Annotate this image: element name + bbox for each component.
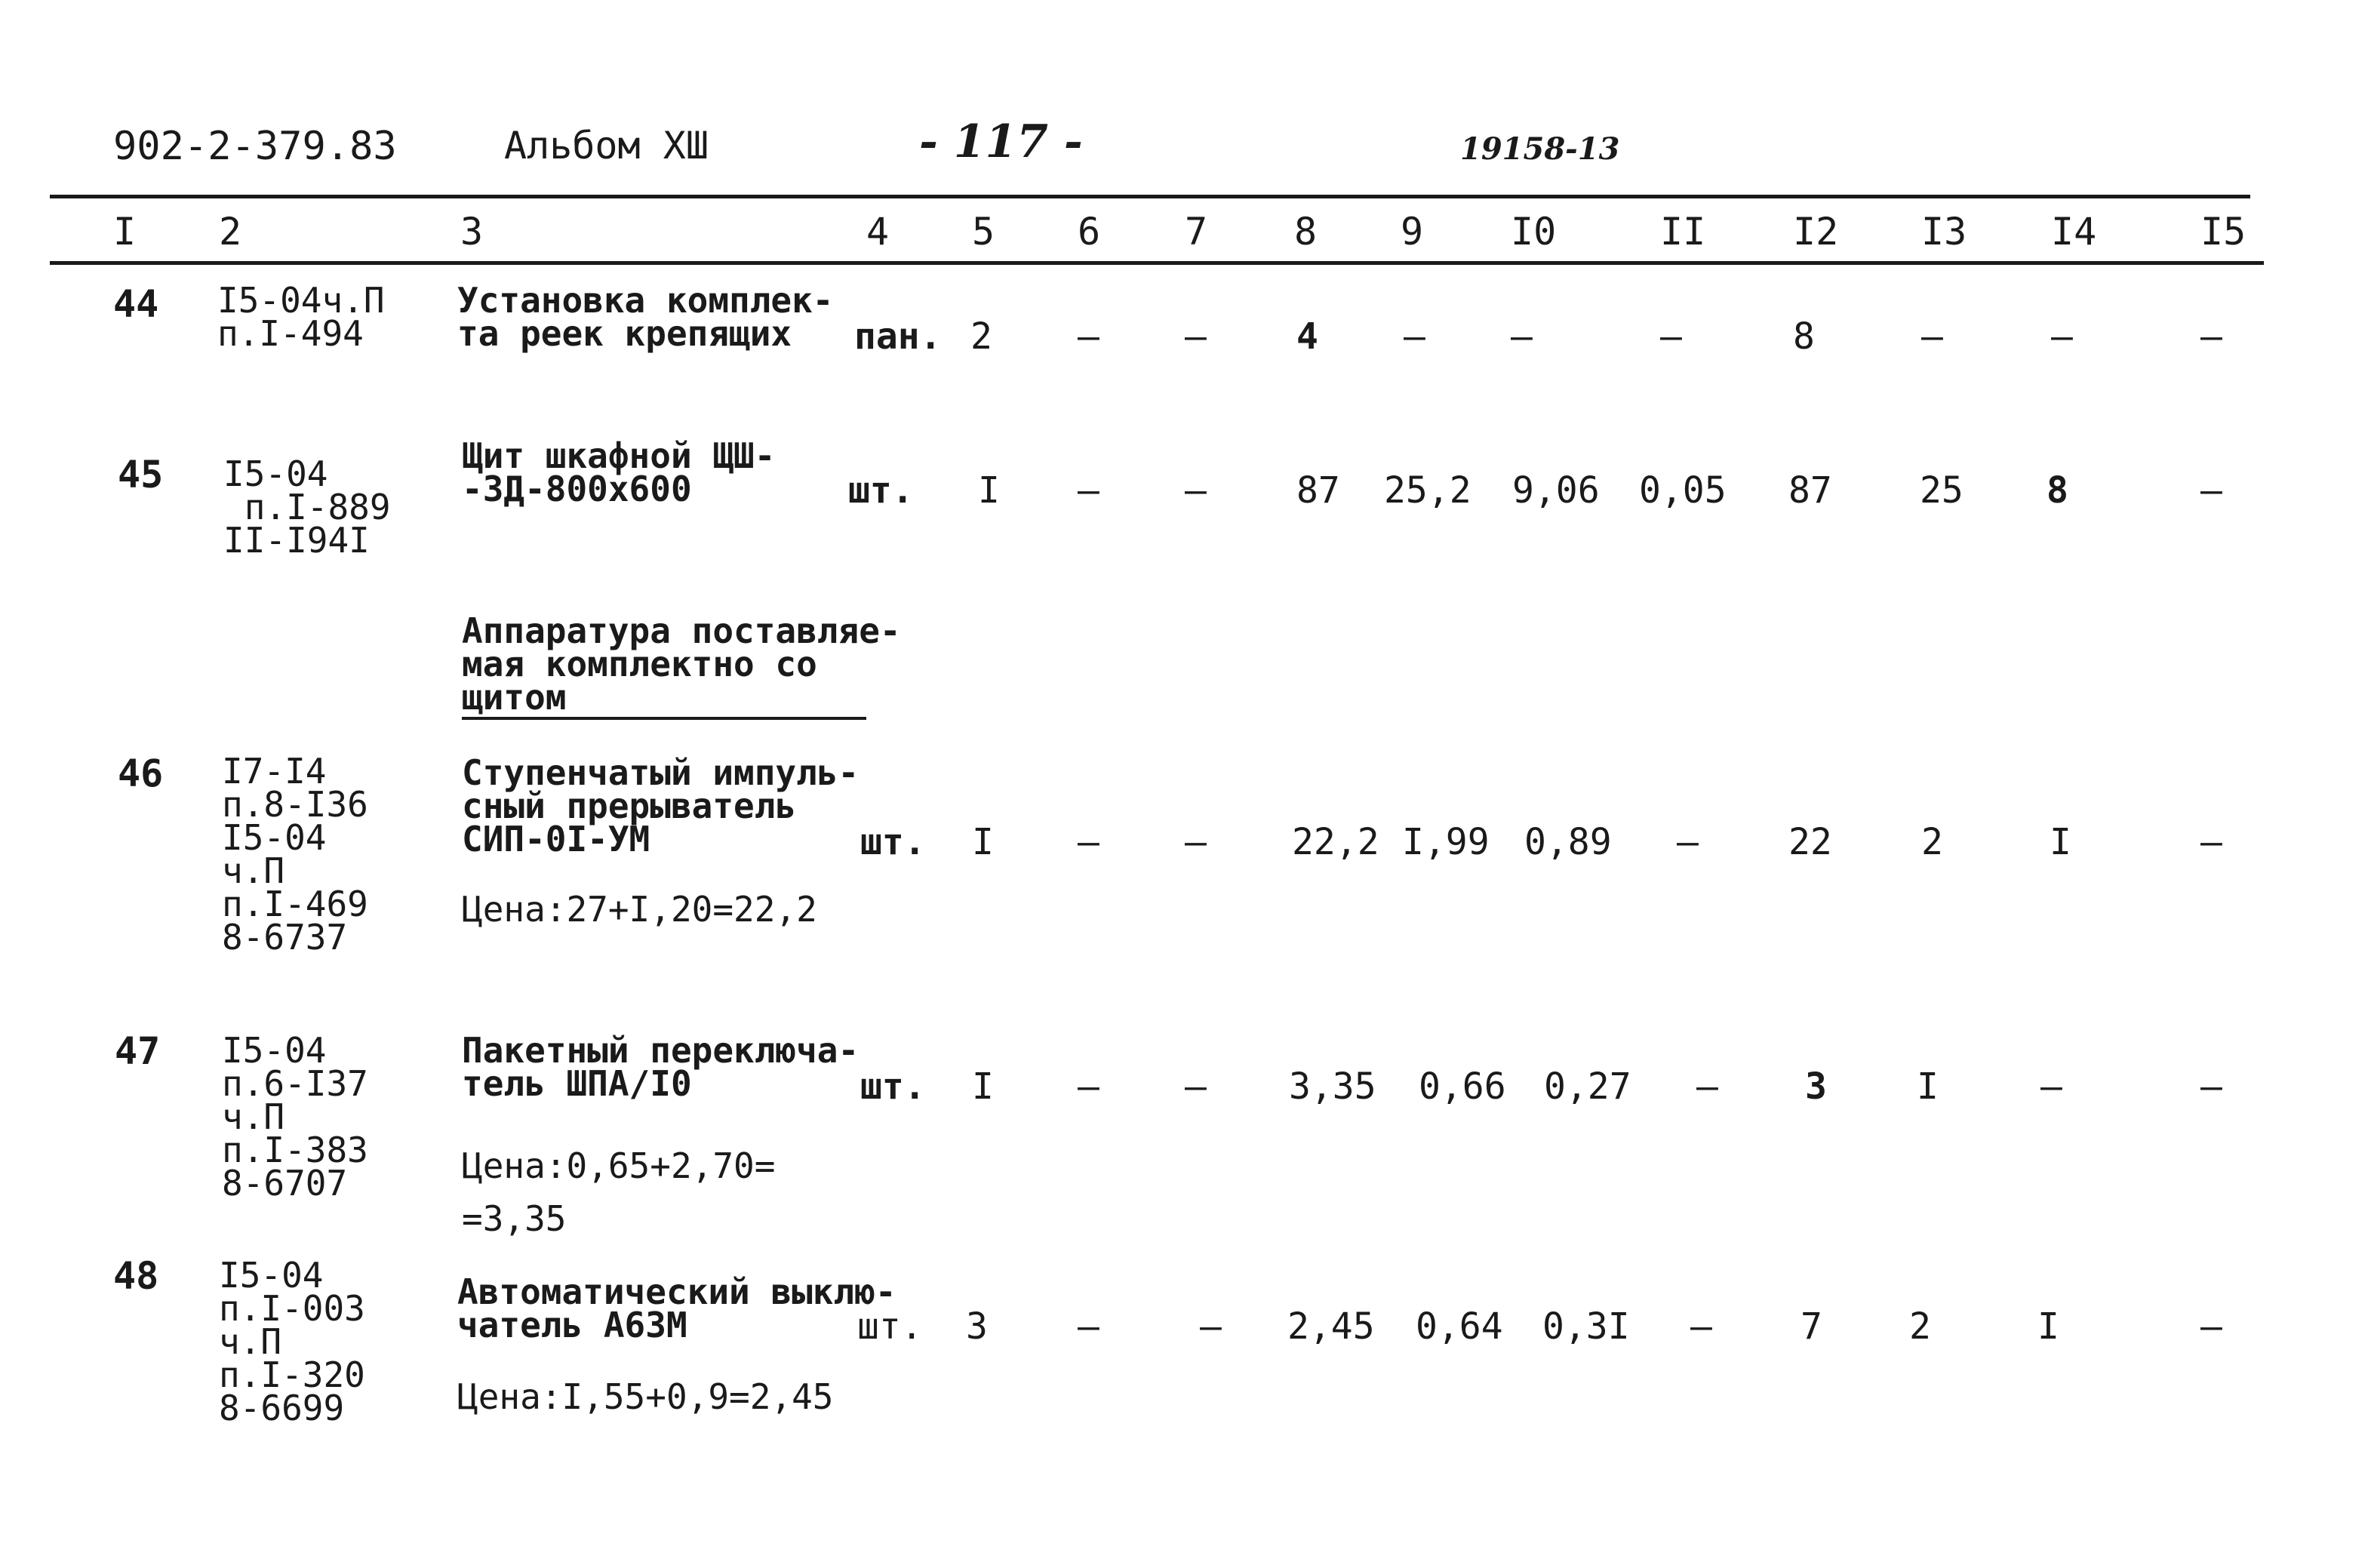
norm-reference: I5-04 п.I-889 II-I94I: [223, 453, 391, 561]
norm-reference: I7-I4 п.8-I36 I5-04 ч.П п.I-469 8-6737: [222, 751, 368, 958]
table-cell: –: [1677, 821, 1699, 863]
unit-cell: шт.: [848, 469, 914, 512]
price-note: Цена:27+I,20=22,2: [462, 889, 817, 930]
table-cell: –: [1078, 315, 1099, 358]
table-cell: 0,05: [1639, 469, 1727, 512]
row-number: 48: [113, 1254, 159, 1298]
norm-reference: I5-04ч.П п.I-494: [217, 280, 385, 354]
column-header: 9: [1401, 210, 1424, 254]
table-cell: I: [2037, 1305, 2059, 1348]
quantity-cell: 3: [966, 1305, 988, 1348]
table-cell: –: [1078, 469, 1099, 512]
table-cell: –: [1185, 315, 1207, 358]
row-number: 45: [118, 453, 164, 497]
table-cell: 0,89: [1524, 821, 1612, 863]
table-cell: 0,3I: [1542, 1305, 1630, 1348]
table-cell: 87: [1296, 469, 1340, 512]
table-cell: –: [1696, 1065, 1718, 1108]
table-cell: 3,35: [1289, 1065, 1376, 1108]
table-cell: –: [1404, 315, 1425, 358]
section-heading: Аппаратура поставляе- мая комплектно со щитом: [462, 614, 866, 720]
column-header: I5: [2200, 210, 2246, 254]
table-cell: 3: [1805, 1065, 1827, 1108]
table-cell: I: [1917, 1065, 1939, 1108]
column-header: 4: [866, 210, 890, 254]
row-number: 44: [113, 282, 159, 326]
table-cell: –: [1511, 315, 1533, 358]
table-cell: –: [2200, 1065, 2222, 1108]
album-label: Альбом ХШ: [504, 124, 709, 168]
column-header: 3: [460, 210, 484, 254]
table-cell: 22,2: [1292, 821, 1379, 863]
table-cell: –: [1200, 1305, 1222, 1348]
table-cell: –: [1078, 1305, 1099, 1348]
table-cell: 0,27: [1544, 1065, 1631, 1108]
column-header: I4: [2051, 210, 2097, 254]
quantity-cell: 2: [970, 315, 992, 358]
page-number: - 117 -: [919, 115, 1083, 168]
table-cell: 4: [1296, 315, 1318, 358]
item-description: Пакетный переключа- тель ШПА/I0: [462, 1030, 860, 1104]
table-cell: 2,45: [1287, 1305, 1375, 1348]
column-header: 2: [219, 210, 242, 254]
norm-reference: I5-04 п.I-003 ч.П п.I-320 8-6699: [219, 1255, 365, 1428]
unit-cell: шт.: [860, 1065, 926, 1108]
table-cell: 2: [1909, 1305, 1931, 1348]
table-cell: 87: [1788, 469, 1832, 512]
table-cell: 22: [1788, 821, 1832, 863]
quantity-cell: I: [978, 469, 1000, 512]
table-cell: –: [1921, 315, 1943, 358]
table-cell: –: [1660, 315, 1682, 358]
column-header: I2: [1793, 210, 1839, 254]
table-cell: 9,06: [1512, 469, 1600, 512]
table-cell: –: [1078, 1065, 1099, 1108]
table-cell: –: [1185, 1065, 1207, 1108]
table-cell: –: [2200, 315, 2222, 358]
table-cell: 25: [1920, 469, 1964, 512]
column-header: I: [113, 210, 137, 254]
column-header: I0: [1511, 210, 1557, 254]
column-header: II: [1660, 210, 1706, 254]
column-header: 7: [1185, 210, 1208, 254]
table-cell: 8: [2047, 469, 2068, 512]
price-note: Цена:0,65+2,70= =3,35: [462, 1145, 776, 1239]
unit-cell: пан.: [854, 315, 942, 358]
table-cell: 0,66: [1419, 1065, 1506, 1108]
table-cell: –: [1185, 469, 1207, 512]
table-cell: –: [1690, 1305, 1712, 1348]
column-header: 5: [972, 210, 995, 254]
table-cell: I: [2050, 821, 2071, 863]
column-header: 6: [1078, 210, 1101, 254]
quantity-cell: I: [972, 1065, 994, 1108]
table-cell: –: [2200, 1305, 2222, 1348]
row-number: 47: [115, 1029, 161, 1073]
column-header: 8: [1294, 210, 1318, 254]
item-description: Щит шкафной ЩШ- -3Д-800х600: [462, 435, 776, 509]
price-note: Цена:I,55+0,9=2,45: [457, 1376, 834, 1417]
table-cell: 25,2: [1384, 469, 1471, 512]
table-cell: I,99: [1402, 821, 1490, 863]
row-number: 46: [118, 752, 164, 795]
header-bottom-rule: [50, 261, 2264, 265]
table-cell: –: [2051, 315, 2073, 358]
table-cell: –: [2200, 469, 2222, 512]
handwritten-reference: 19158-13: [1460, 131, 1620, 167]
table-cell: –: [1185, 821, 1207, 863]
table-cell: –: [2040, 1065, 2062, 1108]
table-cell: 7: [1801, 1305, 1822, 1348]
norm-reference: I5-04 п.6-I37 ч.П п.I-383 8-6707: [222, 1030, 368, 1204]
item-description: Установка комплек- та реек крепящих: [457, 280, 834, 354]
column-header: I3: [1921, 210, 1967, 254]
table-cell: 8: [1793, 315, 1815, 358]
document-code: 902-2-379.83: [113, 124, 397, 169]
quantity-cell: I: [972, 821, 994, 863]
table-cell: 2: [1921, 821, 1943, 863]
table-cell: –: [2200, 821, 2222, 863]
table-cell: –: [1078, 821, 1099, 863]
unit-cell: шт.: [857, 1305, 923, 1348]
item-description: Автоматический выклю- чатель А63М: [457, 1271, 896, 1345]
unit-cell: шт.: [860, 821, 926, 863]
table-top-rule: [50, 195, 2250, 198]
item-description: Ступенчатый импуль- сный прерыватель СИП-0I-УМ: [462, 752, 860, 859]
table-cell: 0,64: [1416, 1305, 1503, 1348]
